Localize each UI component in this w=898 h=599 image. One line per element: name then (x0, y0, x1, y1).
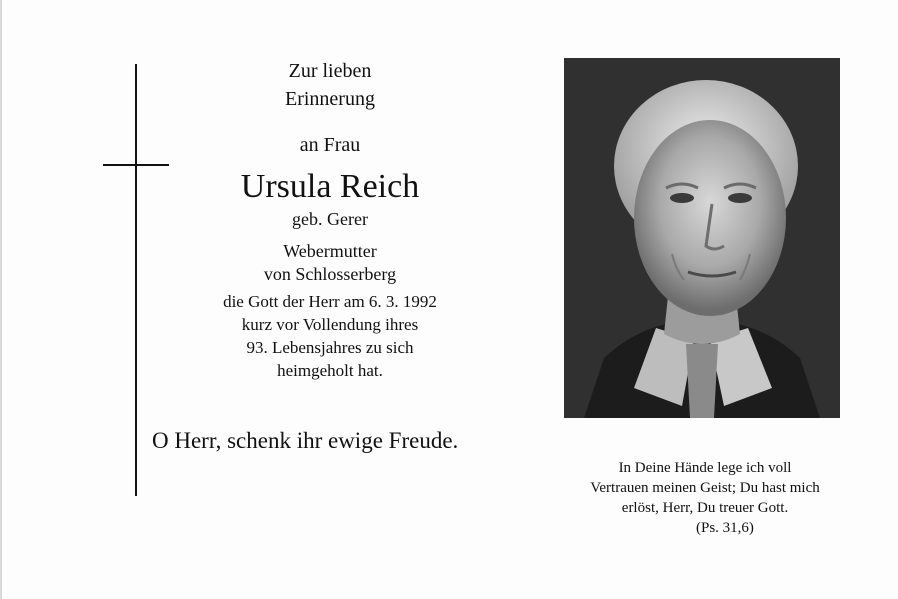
title-line-2: von Schlosserberg (263, 264, 397, 284)
body-line-3: 93. Lebensjahres zu sich (246, 338, 414, 357)
body-line-4: heimgeholt hat. (277, 361, 383, 380)
verse-reference: (Ps. 31,6) (696, 520, 754, 536)
bible-verse (555, 458, 855, 518)
title-line-1: Webermutter (283, 241, 377, 261)
salutation: an Frau (299, 134, 361, 156)
intro-line-2: Erinnerung (285, 88, 375, 110)
intro-line-1: Zur lieben (288, 60, 372, 82)
cross-horizontal-bar (103, 164, 169, 166)
verse-line-1: In Deine Hände lege ich voll (618, 460, 792, 476)
deceased-name: Ursula Reich (240, 168, 420, 205)
portrait-photo (564, 58, 840, 418)
portrait-photo-icon (564, 58, 840, 418)
maiden-name: geb. Gerer (292, 209, 368, 229)
verse-line-2: Vertrauen meinen Geist; Du hast mich (590, 480, 820, 496)
prayer-line: O Herr, schenk ihr ewige Freude. (152, 428, 459, 453)
body-line-1: die Gott der Herr am 6. 3. 1992 (223, 292, 437, 311)
verse-line-3: erlöst, Herr, Du treuer Gott. (621, 500, 789, 516)
cross-vertical-bar (135, 64, 137, 496)
body-line-2: kurz vor Vollendung ihres (241, 315, 419, 334)
card-edge (0, 0, 2, 599)
